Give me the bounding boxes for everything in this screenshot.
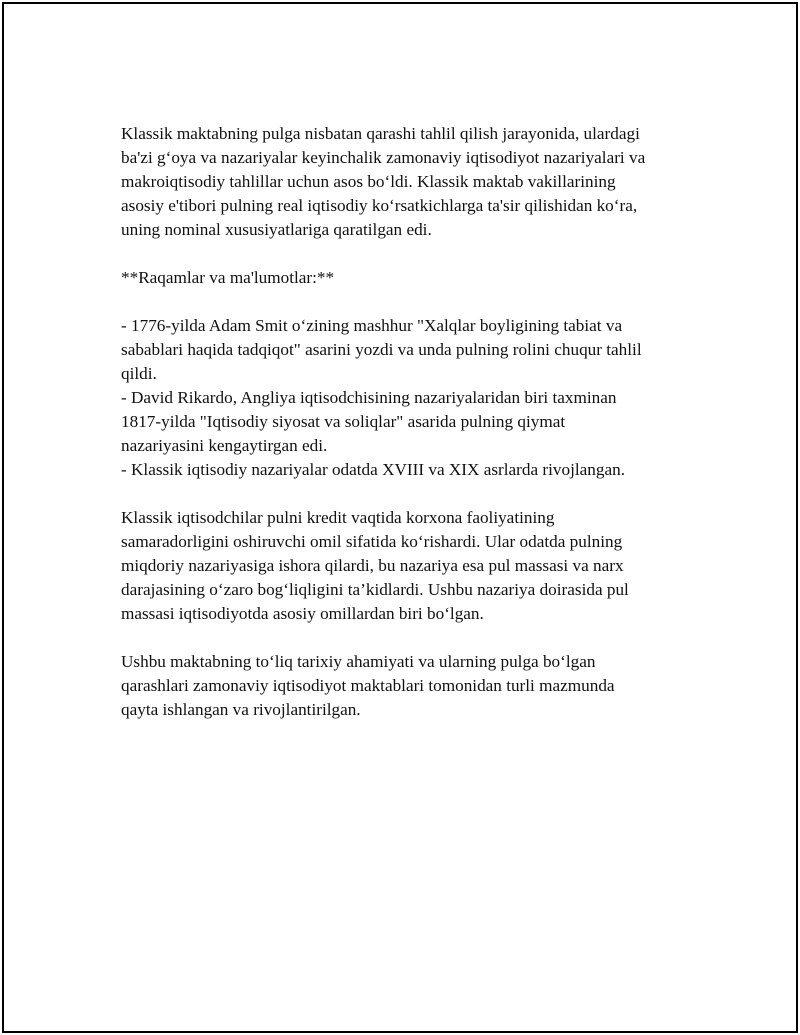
text-line: Klassik iqtisodchilar pulni kredit vaqtida korxona faoliyatining [121,508,555,527]
text-line: nazariyasini kengaytirgan edi. [121,436,328,455]
text-line: qarashlari zamonaviy iqtisodiyot maktablari tomonidan turli mazmunda [121,676,615,695]
paragraph-intro [121,122,691,242]
paragraph-conclusion [121,650,691,722]
text-line: massasi iqtisodiyotda asosiy omillardan biri bo‘lgan. [121,604,484,623]
paragraph-credit [121,506,691,626]
text-line: Ushbu maktabning to‘liq tarixiy ahamiyati va ularning pulga bo‘lgan [121,652,596,671]
text-line: qildi. [121,364,157,383]
list-item: - 1776-yilda Adam Smit o‘zining mashhur "Xalqlar boyligining tabiat va [121,316,623,335]
heading-line: **Raqamlar va ma'lumotlar:** [121,268,335,287]
text-line: 1817-yilda "Iqtisodiy siyosat va soliqlar" asarida pulning qiymat [121,412,566,431]
section-heading-data [121,266,691,290]
facts-list [121,314,691,482]
text-line: asosiy e'tibori pulning real iqtisodiy ko‘rsatkichlarga ta'sir qilishidan ko‘ra, [121,196,638,215]
text-line: qayta ishlangan va rivojlantirilgan. [121,700,361,719]
text-line: darajasining o‘zaro bog‘liqligini ta’kidlardi. Ushbu nazariya doirasida pul [121,580,629,599]
text-line: uning nominal xususiyatlariga qaratilgan edi. [121,220,432,239]
text-line: ba'zi g‘oya va nazariyalar keyinchalik zamonaviy iqtisodiyot nazariyalari va [121,148,646,167]
list-item: - David Rikardo, Angliya iqtisodchisining nazariyalaridan biri taxminan [121,388,617,407]
document-body [121,122,691,746]
text-line: samaradorligini oshiruvchi omil sifatida ko‘rishardi. Ular odatda pulning [121,532,623,551]
list-item: - Klassik iqtisodiy nazariyalar odatda XVIII va XIX asrlarda rivojlangan. [121,460,625,479]
text-line: Klassik maktabning pulga nisbatan qarashi tahlil qilish jarayonida, ulardagi [121,124,640,143]
text-line: sabablari haqida tadqiqot" asarini yozdi va unda pulning rolini chuqur tahlil [121,340,642,359]
text-line: makroiqtisodiy tahlillar uchun asos bo‘ldi. Klassik maktab vakillarining [121,172,616,191]
document-page [2,2,798,1033]
text-line: miqdoriy nazariyasiga ishora qilardi, bu nazariya esa pul massasi va narx [121,556,624,575]
